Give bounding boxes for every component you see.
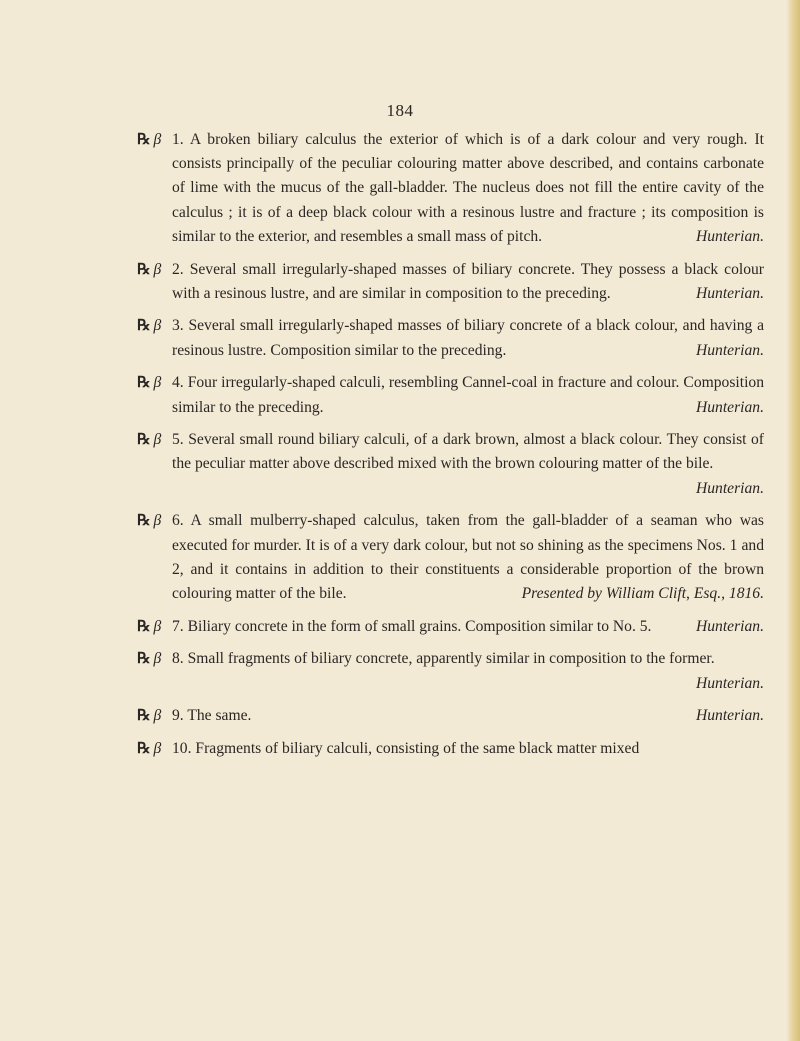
series-letter: β xyxy=(153,317,162,335)
series-letter: β xyxy=(153,650,162,668)
entry-text: The same. xyxy=(187,707,252,725)
entry-attribution: Presented by William Clift, Esq., 1816. xyxy=(521,584,764,602)
entry-attribution: Hunterian. xyxy=(695,617,764,635)
catalogue-entries xyxy=(137,128,765,770)
entry-marker xyxy=(137,647,161,671)
entry-number: 4. xyxy=(172,374,184,392)
entry-marker xyxy=(137,314,161,338)
entry-attribution: Hunterian. xyxy=(695,227,764,245)
entry-number: 3. xyxy=(172,317,184,335)
entry-number: 1. xyxy=(172,131,184,148)
recipe-symbol: ℞ xyxy=(137,513,151,530)
entry-text: Several small irregularly-shaped masses of biliary concrete of a black colour, and having a resinous lustre. Composition similar to the preceding. xyxy=(172,317,765,359)
entry-attribution: Hunterian. xyxy=(695,284,764,302)
entry-marker xyxy=(137,128,161,152)
series-letter: β xyxy=(153,374,162,392)
entry-marker xyxy=(137,615,161,639)
recipe-symbol: ℞ xyxy=(137,740,151,757)
series-letter: β xyxy=(153,131,162,148)
entry-marker xyxy=(137,371,161,395)
recipe-symbol: ℞ xyxy=(137,375,151,392)
entry-text: Biliary concrete in the form of small grains. Composition similar to No. 5. xyxy=(187,617,652,635)
entry-marker xyxy=(137,428,161,452)
series-letter: β xyxy=(153,707,162,725)
entry-attribution: Hunterian. xyxy=(695,479,764,497)
series-letter: β xyxy=(153,512,162,530)
recipe-symbol: ℞ xyxy=(137,261,151,278)
recipe-symbol: ℞ xyxy=(137,651,151,668)
entry-text: Four irregularly-shaped calculi, resembling Cannel-coal in fracture and colour. Composition similar to the preceding. xyxy=(172,374,765,416)
entry-marker xyxy=(137,509,161,533)
entry-number: 9. xyxy=(172,707,184,725)
entry-text: Small fragments of biliary concrete, apparently similar in composition to the former. xyxy=(187,650,715,668)
entry-marker xyxy=(137,704,161,728)
catalogue-entry xyxy=(137,647,764,695)
entry-text: A broken biliary calculus the exterior of which is of a dark colour and very rough. It consists principally of the peculiar colouring matter above described, and contains carbonate of lime with the mucus of the gall-bladder. The nucleus does not fill the entire cavity of the calculus ; it is of a deep black colour with a resinous lustre and fracture ; its composition is similar to the exterior, and resembles a small mass of pitch. xyxy=(172,131,764,245)
entry-marker xyxy=(137,737,161,761)
entry-text: Several small round biliary calculi, of a dark brown, almost a black colour. They consist of the peculiar matter above described mixed with the brown colouring matter of the bile. xyxy=(172,431,764,473)
catalogue-entry xyxy=(137,704,764,728)
entry-attribution: Hunterian. xyxy=(695,398,764,416)
entry-text: A small mulberry-shaped calculus, taken from the gall-bladder of a seaman who was executed for murder. It is of a very dark colour, but not so shining as the specimens Nos. 1 and 2, and it contains in addition to their constituents a considerable proportion of the brown colouring matter of the bile. xyxy=(172,512,764,602)
entry-number: 2. xyxy=(172,260,184,278)
recipe-symbol: ℞ xyxy=(137,618,151,635)
catalogue-entry xyxy=(137,509,764,606)
catalogue-entry xyxy=(137,428,764,501)
series-letter: β xyxy=(153,431,162,449)
page-edge xyxy=(786,0,800,1041)
entry-number: 5. xyxy=(172,431,184,449)
entry-marker xyxy=(137,258,161,282)
catalogue-entry xyxy=(137,314,765,362)
series-letter: β xyxy=(153,739,162,757)
entry-number: 7. xyxy=(172,617,184,635)
entry-number: 6. xyxy=(172,512,184,530)
entry-attribution: Hunterian. xyxy=(695,341,764,359)
catalogue-entry xyxy=(137,371,765,419)
recipe-symbol: ℞ xyxy=(137,318,151,335)
catalogue-entry xyxy=(137,258,764,306)
page-number: 184 xyxy=(386,101,414,120)
recipe-symbol: ℞ xyxy=(137,432,151,449)
entry-attribution: Hunterian. xyxy=(695,707,764,725)
entry-number: 8. xyxy=(172,650,184,668)
series-letter: β xyxy=(153,617,162,635)
catalogue-entry xyxy=(137,615,764,639)
recipe-symbol: ℞ xyxy=(137,708,151,725)
entry-attribution: Hunterian. xyxy=(695,674,764,692)
series-letter: β xyxy=(153,260,162,278)
catalogue-entry xyxy=(137,128,764,249)
recipe-symbol: ℞ xyxy=(137,132,151,148)
entry-number: 10. xyxy=(172,739,192,757)
entry-text: Fragments of biliary calculi, consisting of the same black matter mixed xyxy=(195,739,640,757)
catalogue-entry xyxy=(137,737,764,761)
entry-text: Several small irregularly-shaped masses of biliary concrete. They possess a black colour with a resinous lustre, and are similar in composition to the preceding. xyxy=(172,260,764,302)
